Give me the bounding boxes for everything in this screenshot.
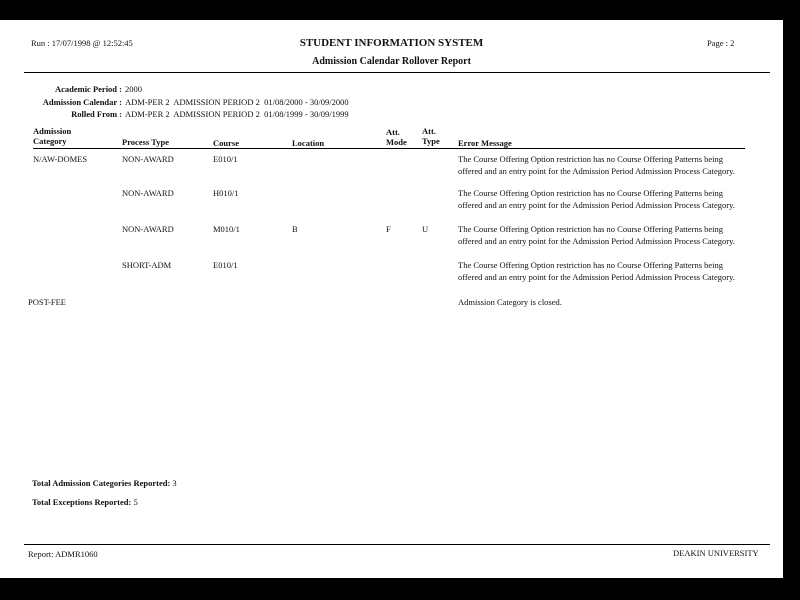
- run-value: 17/07/1998 @ 12:52:45: [51, 38, 133, 48]
- col-process-type: Process Type: [122, 137, 169, 147]
- col-att-mode: [386, 127, 407, 147]
- col-location: Location: [292, 138, 325, 148]
- process-type-cell: SHORT-ADM: [122, 260, 172, 270]
- col-att-type: [422, 126, 440, 146]
- process-type-cell: NON-AWARD: [122, 154, 174, 164]
- error-message-cell: The Course Offering Option restriction has no Course Offering Patterns being offered and an entry point for the Admission Period Admission Process Category.: [458, 260, 735, 282]
- error-message-cell: Admission Category is closed.: [458, 297, 562, 307]
- total-categories-value: 3: [172, 478, 177, 488]
- rolled-from-value: ADM-PER 2 ADMISSION PERIOD 2 01/08/1999 - 30/09/1999: [125, 109, 349, 119]
- error-message-cell: The Course Offering Option restriction has no Course Offering Patterns being offered and an entry point for the Admission Period Admission Process Category.: [458, 224, 735, 246]
- page-value: 2: [730, 38, 735, 48]
- course-cell: M010/1: [213, 224, 240, 234]
- process-type-cell: NON-AWARD: [122, 224, 174, 234]
- col-admission-category: [33, 126, 71, 146]
- process-type-cell: NON-AWARD: [122, 188, 174, 198]
- col-att-mode-line2: Mode: [386, 137, 407, 147]
- academic-period-label: Academic Period :: [54, 84, 122, 94]
- course-cell: E010/1: [213, 154, 238, 164]
- total-exceptions: [32, 497, 138, 507]
- location-cell: B: [292, 224, 298, 234]
- error-message-cell: The Course Offering Option restriction has no Course Offering Patterns being offered and an entry point for the Admission Period Admission Process Category.: [458, 154, 735, 176]
- col-admission-category-line2: Category: [33, 136, 67, 146]
- col-att-type-line1: Att.: [422, 126, 436, 136]
- institution-name: DEAKIN UNIVERSITY: [673, 548, 759, 558]
- report-code-value: ADMR1060: [55, 549, 98, 559]
- footer-divider: [24, 544, 770, 545]
- error-message-cell: The Course Offering Option restriction has no Course Offering Patterns being offered and an entry point for the Admission Period Admission Process Category.: [458, 188, 735, 210]
- total-exceptions-label: Total Exceptions Reported:: [32, 497, 132, 507]
- col-admission-category-line1: Admission: [33, 126, 72, 136]
- col-course: Course: [213, 138, 239, 148]
- course-cell: H010/1: [213, 188, 239, 198]
- total-categories-label: Total Admission Categories Reported:: [32, 478, 171, 488]
- report-title: Admission Calendar Rollover Report: [312, 56, 471, 67]
- report-code-label: Report:: [28, 549, 54, 559]
- att-mode-cell: F: [386, 224, 391, 234]
- page-number: [707, 38, 734, 48]
- page-label: Page :: [707, 38, 729, 48]
- total-exceptions-value: 5: [133, 497, 138, 507]
- total-admission-categories: [32, 478, 177, 488]
- col-error-message: Error Message: [458, 138, 512, 148]
- academic-period-value: 2000: [125, 84, 142, 94]
- run-label: Run :: [31, 38, 50, 48]
- col-att-mode-line1: Att.: [386, 127, 400, 137]
- admission-calendar-label: Admission Calendar :: [42, 97, 122, 107]
- category-n-aw-domes: N/AW-DOMES: [33, 154, 88, 164]
- report-code: [28, 549, 98, 559]
- admission-calendar-value: ADM-PER 2 ADMISSION PERIOD 2 01/08/2000 - 30/09/2000: [125, 97, 349, 107]
- system-title: STUDENT INFORMATION SYSTEM: [299, 37, 484, 49]
- col-att-type-line2: Type: [422, 136, 440, 146]
- course-cell: E010/1: [213, 260, 238, 270]
- category-post-fee: POST-FEE: [28, 297, 66, 307]
- att-type-cell: U: [422, 224, 429, 234]
- rolled-from-label: Rolled From :: [71, 109, 122, 119]
- header-divider: [24, 72, 770, 73]
- columns-divider: [33, 148, 745, 149]
- report-page: [0, 20, 783, 578]
